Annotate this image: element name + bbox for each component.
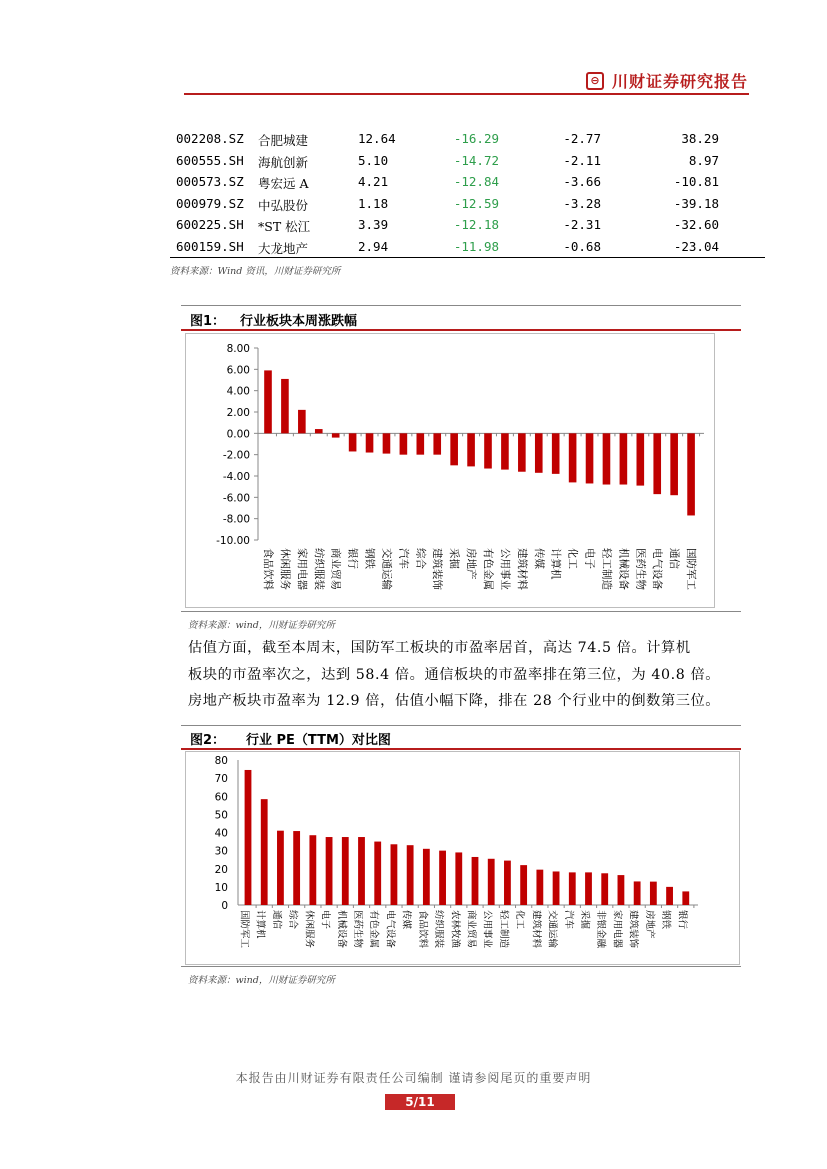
x-tick-label: 商业贸易 [465,910,477,949]
x-tick-label: 有色金属 [482,548,494,590]
bar [620,433,628,484]
bar [261,799,268,905]
table-source: 资料来源：Wind 资讯，川财证券研究所 [170,266,341,277]
table-row [170,171,765,193]
bar [342,837,349,905]
close-price: 1.18 [358,195,389,211]
x-tick-label: 传媒 [400,910,412,930]
page-number: 5/11 [385,1094,455,1110]
figure1-bottom-rule [181,611,741,612]
bar [585,872,592,905]
table-row [170,214,765,236]
bar [601,873,608,905]
stock-name: 中弘股份 [258,197,309,213]
bar [349,433,357,451]
cell-value: -2.11 [563,152,601,168]
stock-name: 海航创新 [258,154,309,170]
cell-value: -2.77 [563,131,601,146]
x-tick-label: 钢铁 [660,910,672,930]
y-tick-label: 80 [214,755,228,767]
header-rule [184,93,749,95]
table-bottom-rule [170,257,765,258]
close-price: 2.94 [358,238,389,254]
x-tick-label: 家用电器 [295,548,308,590]
table-row [170,150,765,172]
cell-value: 8.97 [688,152,719,168]
close-price: 3.39 [358,217,389,232]
bar [245,770,252,905]
y-tick-label: 20 [214,863,228,876]
bar [472,857,479,905]
bar [391,844,398,905]
bar [637,433,645,485]
y-tick-label: 60 [214,791,228,804]
figure1-source: 资料来源：wind，川财证券研究所 [188,620,335,631]
weekly-change: -11.98 [453,238,499,254]
bar [400,433,408,454]
bar [569,872,576,905]
report-brand-title: 川财证券研究报告 [612,72,749,91]
x-tick-label: 机械设备 [335,910,347,949]
y-tick-label: 30 [214,845,228,858]
x-tick-label: 交通运输 [380,548,393,590]
stock-name: 粤宏远 A [258,176,309,191]
cell-value: -10.81 [673,174,719,189]
table-row [170,236,765,258]
figure1-top-rule [181,305,741,306]
x-tick-label: 食品饮料 [416,910,428,949]
bar [501,433,509,469]
bar [552,433,560,474]
x-tick-label: 银行 [346,548,359,569]
x-tick-label: 休闲服务 [303,910,315,949]
valuation-paragraph [188,635,753,715]
x-tick-label: 采掘 [579,910,590,930]
bar [417,433,425,454]
footer-disclaimer: 本报告由川财证券有限责任公司编制 谨请参阅尾页的重要声明 [235,1071,592,1085]
bar [298,410,306,433]
stock-name: *ST 松江 [258,219,311,234]
weekly-change: -12.59 [453,195,499,211]
x-tick-label: 家用电器 [611,910,623,949]
bar [518,433,526,471]
x-tick-label: 综合 [414,548,427,569]
figure2-label: 图2： [190,733,226,748]
bar [488,859,495,905]
stock-code: 000979.SZ [176,195,244,211]
stock-code: 000573.SZ [176,174,244,189]
y-tick-label: 50 [214,809,228,822]
industry-pe-chart [186,752,739,964]
y-tick-label: 4.00 [226,385,250,398]
bar [553,871,560,905]
y-tick-label: 0 [221,900,228,912]
bar [634,881,641,905]
bar [293,831,300,905]
x-tick-label: 采掘 [448,548,461,569]
figure1-label: 图1： [190,314,226,329]
figure1-title: 行业板块本周涨跌幅 [240,314,358,329]
figure2-source: 资料来源：wind，川财证券研究所 [188,975,335,986]
x-tick-label: 建筑材料 [515,548,528,590]
bar [277,831,284,905]
sector-weekly-change-chart [186,334,714,607]
x-tick-label: 公用事业 [481,910,493,949]
y-tick-label: -6.00 [222,492,250,505]
x-tick-label: 银行 [676,910,688,930]
x-tick-label: 机械设备 [617,548,630,590]
x-tick-label: 国防军工 [685,548,698,590]
cell-value: -2.31 [563,217,601,232]
bar [326,837,333,905]
x-tick-label: 化工 [514,910,526,930]
x-tick-label: 纺织服装 [433,910,445,949]
bar [520,865,527,905]
x-tick-label: 公用事业 [498,548,511,590]
x-tick-label: 通信 [270,910,282,930]
bar [455,852,462,905]
cell-value: -3.66 [563,174,601,189]
x-tick-label: 国防军工 [238,910,250,949]
paragraph-line-1: 估值方面，截至本周末，国防军工板块的市盈率居首，高达 74.5 倍。计算机 [188,640,691,656]
bar [407,845,414,905]
y-tick-label: 70 [214,773,228,786]
figure2-bottom-rule [181,966,741,967]
bar [439,851,446,905]
x-tick-label: 电气设备 [651,548,664,590]
y-tick-label: -10.00 [216,535,250,547]
y-tick-label: 40 [214,827,228,840]
figure2-title: 行业 PE（TTM）对比图 [246,733,391,748]
x-tick-label: 建筑装饰 [431,548,444,590]
x-tick-label: 化工 [566,548,579,569]
x-tick-label: 农林牧渔 [449,910,461,949]
bar [484,433,492,468]
weekly-change: -12.84 [453,174,499,189]
close-price: 12.64 [358,131,396,146]
bar [309,835,316,905]
x-tick-label: 汽车 [562,910,574,930]
stock-code: 600555.SH [176,152,244,168]
bar [535,433,543,472]
stock-code: 002208.SZ [176,131,244,146]
stock-code: 600159.SH [176,238,244,254]
x-tick-label: 汽车 [397,548,410,569]
report-brand [586,69,748,92]
bar [618,875,625,905]
x-tick-label: 非银金融 [595,910,607,949]
bar [332,433,340,437]
stock-decline-table [170,128,765,257]
bar [603,433,611,484]
y-tick-label: 8.00 [226,343,250,355]
bar [423,849,430,905]
x-tick-label: 传媒 [532,548,545,569]
x-tick-label: 钢铁 [363,548,376,569]
figure1-chart-frame [185,333,715,608]
bar [383,433,391,453]
x-tick-label: 房地产 [643,910,655,939]
figure2-chart-frame [185,751,740,965]
close-price: 4.21 [358,174,389,189]
bar [358,837,365,905]
x-tick-label: 建筑装饰 [627,910,639,949]
cell-value: -23.04 [673,238,719,254]
x-tick-label: 计算机 [254,910,266,939]
x-tick-label: 纺织服装 [312,548,325,590]
x-tick-label: 综合 [287,910,299,930]
x-tick-label: 计算机 [549,548,562,580]
bar [433,433,441,454]
x-tick-label: 轻工制造 [600,548,613,590]
bar [315,429,323,433]
bar [670,433,678,495]
cell-value: -32.60 [673,217,719,232]
weekly-change: -16.29 [453,131,499,146]
company-logo-icon: ⊖ [586,72,604,90]
x-tick-label: 商业贸易 [329,548,342,590]
bar [536,870,543,905]
close-price: 5.10 [358,152,389,168]
cell-value: 38.29 [681,131,719,146]
bar [450,433,458,465]
table-row [170,193,765,215]
bar [374,842,381,905]
x-tick-label: 休闲服务 [278,548,291,590]
bar [504,861,511,905]
bar [281,379,289,433]
cell-value: -0.68 [563,238,601,254]
bar [666,887,673,905]
bar [366,433,374,452]
paragraph-line-3: 房地产板块市盈率为 12.9 倍，估值小幅下降，排在 28 个行业中的倒数第三位。 [188,693,721,709]
bar [682,891,689,905]
x-tick-label: 交通运输 [546,910,558,949]
x-tick-label: 食品饮料 [262,548,274,590]
bar [569,433,577,482]
bar [467,433,475,466]
y-tick-label: 10 [214,881,228,894]
y-tick-label: 0.00 [226,428,250,441]
x-tick-label: 电子 [319,910,331,930]
bar [650,882,657,905]
x-tick-label: 电子 [583,548,596,569]
y-tick-label: -8.00 [222,513,250,526]
x-tick-label: 房地产 [465,548,478,580]
cell-value: -3.28 [563,195,601,211]
x-tick-label: 电气设备 [384,910,396,949]
bar [653,433,661,494]
bar [586,433,594,483]
x-tick-label: 建筑材料 [530,910,542,949]
figure1-title-rule [181,329,741,331]
x-tick-label: 有色金属 [368,910,380,949]
paragraph-line-2: 板块的市盈率次之，达到 58.4 倍。通信板块的市盈率排在第三位，为 40.8 倍。 [188,666,721,683]
stock-name: 合肥城建 [258,133,309,148]
bar [264,370,272,433]
x-tick-label: 轻工制造 [497,910,509,949]
y-tick-label: -2.00 [222,449,250,462]
x-tick-label: 医药生物 [352,910,363,949]
table-row [170,128,765,150]
weekly-change: -14.72 [453,152,499,168]
bar [687,433,695,515]
stock-code: 600225.SH [176,217,244,232]
y-tick-label: -4.00 [222,471,250,483]
cell-value: -39.18 [673,195,719,211]
figure2-title-rule [181,748,741,750]
x-tick-label: 通信 [668,548,681,569]
figure2-top-rule [181,725,741,726]
y-tick-label: 2.00 [226,407,250,419]
y-tick-label: 6.00 [226,364,250,377]
weekly-change: -12.18 [453,217,499,232]
x-tick-label: 医药生物 [634,548,647,590]
stock-name: 大龙地产 [258,240,309,256]
